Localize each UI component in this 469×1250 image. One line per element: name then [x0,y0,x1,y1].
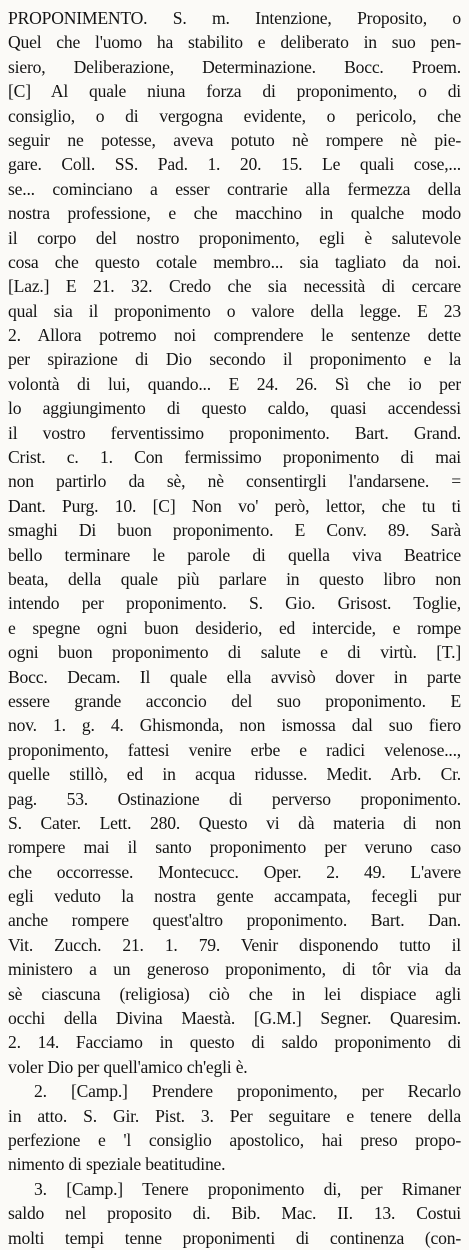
entry-line-18: il vostro ferventissimo proponimento. Bart. Grand. [8,422,461,443]
entry-line-20: non partirlo da sè, nè consentirgli l'andarsene. = [8,471,461,492]
entry-line-43: 2. 14. Facciamo in questo di saldo proponimento di [8,1032,461,1053]
entry-line-50: saldo nel proposito di. Bib. Mac. II. 13. Costui [8,1203,461,1224]
entry-line-38: anche rompere quest'altro proponimento. Bart. Dan. [8,910,461,931]
entry-line-10: il corpo del nostro proponimento, egli è salutevole [8,227,461,248]
entry-line-5: consiglio, o di vergogna evidente, o pericolo, che [8,105,461,126]
entry-line-41: sè ciascuna (religiosa) ciò che in lei dispiace agli [8,983,461,1004]
entry-line-45: 2. [Camp.] Prendere proponimento, per Recarlo [34,1081,461,1102]
entry-line-49: 3. [Camp.] Tenere proponimento di, per Rimaner [34,1178,461,1199]
entry-line-44: voler Dio per quell'amico ch'egli è. [8,1056,248,1077]
entry-line-2: Quel che l'uomo ha stabilito e deliberato in suo pen- [8,32,461,53]
entry-line-48: nimento di speziale beatitudine. [8,1154,226,1175]
entry-line-30: nov. 1. g. 4. Ghismonda, non ismossa dal suo fiero [8,715,461,736]
entry-line-17: lo aggiungimento di questo caldo, quasi accendessi [8,398,461,419]
entry-line-7: gare. Coll. SS. Pad. 1. 20. 15. Le quali cose,... [8,154,461,175]
entry-line-24: beata, della quale più parlare in questo libro non [8,568,461,589]
entry-line-40: ministero a un generoso proponimento, di tôr via da [8,959,461,980]
entry-line-33: pag. 53. Ostinazione di perverso proponimento. [8,788,461,809]
entry-line-14: 2. Allora potremo noi comprendere le sentenze dette [8,325,461,346]
entry-line-28: Bocc. Decam. Il quale ella avvisò dover in parte [8,666,461,687]
entry-line-51: molti tempi tenne proponimenti di continenza (con- [8,1227,461,1248]
entry-line-13: qual sia il proponimento o valore della legge. E 23 [8,300,461,321]
entry-line-32: quelle stillò, ed in acqua ridusse. Medit. Arb. Cr. [8,764,461,785]
entry-line-8: se... cominciano a esser contrarie alla fermezza della [8,178,461,199]
entry-line-11: cosa che questo cotale membro... sia tagliato da noi. [8,251,461,272]
entry-line-29: essere grande acconcio del suo proponimento. E [8,690,461,711]
entry-line-36: che occorresse. Montecucc. Oper. 2. 49. L'avere [8,861,461,882]
dictionary-entry-proponimento [8,6,461,1250]
entry-line-23: bello terminare le parole di quella viva Beatrice [8,544,461,565]
entry-line-47: perfezione e 'l consiglio apostolico, hai preso propo- [8,1129,461,1150]
entry-line-35: rompere mai il santo proponimento per veruno caso [8,837,461,858]
entry-line-25: intendo per proponimento. S. Gio. Grisost. Toglie, [8,593,461,614]
entry-line-27: ogni buon proponimento di salute e di virtù. [T.] [8,642,461,663]
entry-line-16: volontà di lui, quando... E 24. 26. Sì che io per [8,373,461,394]
entry-line-4: [C] Al quale niuna forza di proponimento, o di [8,81,461,102]
entry-line-37: egli veduto la nostra gente accampata, fecegli pur [8,886,461,907]
entry-line-9: nostra professione, e che macchino in qualche modo [8,203,461,224]
entry-line-12: [Laz.] E 21. 32. Credo che sia necessità di cercare [8,276,461,297]
entry-line-3: siero, Deliberazione, Determinazione. Bocc. Proem. [8,56,461,77]
entry-line-19: Crist. c. 1. Con fermissimo proponimento di mai [8,447,461,468]
entry-line-15: per spirazione di Dio secondo il proponimento e la [8,349,461,370]
entry-line-6: seguir ne potesse, aveva potuto nè rompere nè pie- [8,129,461,150]
entry-line-42: occhi della Divina Maestà. [G.M.] Segner. Quaresim. [8,1008,461,1029]
entry-line-39: Vit. Zucch. 21. 1. 79. Venir disponendo tutto il [8,934,461,955]
entry-line-34: S. Cater. Lett. 280. Questo vi dà materia di non [8,812,461,833]
entry-line-21: Dant. Purg. 10. [C] Non vo' però, lettor, che tu ti [8,495,461,516]
entry-line-26: e spegne ogni buon desiderio, ed intercide, e rompe [8,617,461,638]
entry-line-31: proponimento, fattesi venire erbe e radici velenose..., [8,739,461,760]
entry-line-46: in atto. S. Gir. Pist. 3. Per seguitare e tenere della [8,1105,461,1126]
entry-line-1: PROPONIMENTO. S. m. Intenzione, Proposito, o [8,8,461,28]
entry-line-22: smaghi Di buon proponimento. E Conv. 89. Sarà [8,520,461,541]
